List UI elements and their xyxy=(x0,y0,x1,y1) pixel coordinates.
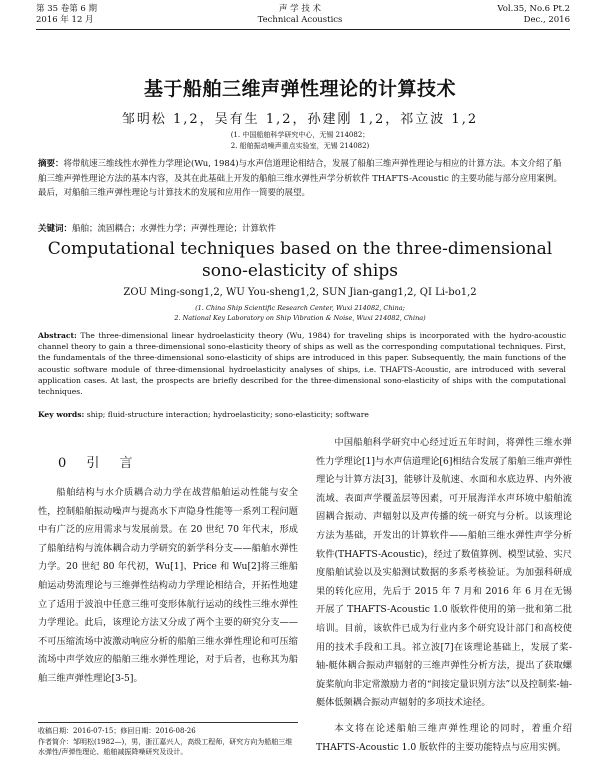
cn-keywords-label: 关键词： xyxy=(38,224,73,234)
en-authors: ZOU Ming-song1,2, WU You-sheng1,2, SUN Jian-gang1,2, QI Li-bo1,2 xyxy=(123,287,477,298)
cn-authors: 邹明松 1,2，吴有生 1,2，孙建刚 1,2，祁立波 1,2 xyxy=(121,112,479,127)
header-journal-en: Technical Acoustics xyxy=(257,15,343,25)
en-title xyxy=(0,238,600,282)
en-keywords xyxy=(38,409,566,420)
en-title-line-2: sono-elasticity of ships xyxy=(202,261,398,281)
cn-title: 基于船舶三维声弹性理论的计算技术 xyxy=(143,78,456,100)
section-title-introduction: 0 引 言 xyxy=(58,456,141,471)
en-keywords-text: ship; fluid-structure interaction; hydroelasticity; sono-elasticity; software xyxy=(86,410,369,419)
header-volume-issue: 第 35 卷第 6 期 xyxy=(36,4,98,14)
cn-abstract xyxy=(38,157,566,201)
header-volume-en: Vol.35, No.6 Pt.2 xyxy=(497,4,570,14)
cn-affil-1: (1. 中国船舶科学研究中心，无锡 214082； xyxy=(230,131,370,139)
cn-keywords xyxy=(38,222,566,237)
en-abstract xyxy=(38,330,566,397)
en-abstract-label: Abstract: xyxy=(38,331,77,340)
en-affil-1: (1. China Ship Scientific Research Center, Wuxi 214082, China; xyxy=(195,304,405,312)
header-rule xyxy=(36,29,570,30)
en-affil-2: 2. National Key Laboratory on Ship Vibration & Noise, Wuxi 214082, China) xyxy=(174,314,426,322)
cn-keywords-text: 船舶；流固耦合；水弹性力学；声弹性理论；计算软件 xyxy=(72,224,277,234)
cn-affil-2: 2. 船舶振动噪声重点实验室，无锡 214082) xyxy=(230,142,370,150)
en-keywords-label: Key words: xyxy=(38,410,85,419)
journal-issue-en xyxy=(497,4,570,26)
header-journal-cn: 声 学 技 术 xyxy=(278,4,322,14)
cn-abstract-label: 摘要： xyxy=(38,159,64,169)
en-abstract-text: The three-dimensional linear hydroelasticity theory (Wu, 1984) for traveling ships is incorporated with the hydro-acoustic channel theory to gain a three-dimensional sono-elasticity theory of ships as well as the corresponding computational techniques. First, the fundamentals of the three-dimensional sono-elasticity of ships are introduced in this paper. Subsequently, the main functions of the acoustic software module of three-dimensional hydroelasticity analyses of ships, i.e. THAFTS-Acoustic, are introduced with several application cases. At last, the prospects are briefly described for the three-dimensional sono-elasticity of ships with the computational techniques. xyxy=(38,331,566,397)
en-title-line-1: Computational techniques based on the three-dimensional xyxy=(47,239,553,259)
body-right-column xyxy=(316,434,572,713)
body-right-paragraph-2: 本文将在论述船舶三维声弹性理论的同时，着重介绍 THAFTS-Acoustic 1.0 版软件的主要功能特点与应用实例。 xyxy=(316,723,572,753)
header-date-en: Dec., 2016 xyxy=(523,15,570,25)
footnote-rule xyxy=(38,722,298,723)
footnote-author-bio: 作者简介：邹明松(1982—)，男，浙江嘉兴人，高级工程师，研究方向为船舶三维水弹性/声弹性理论、船舶减振降噪研究及设计。 xyxy=(38,738,293,756)
header-date: 2016 年 12 月 xyxy=(36,15,94,25)
footnote-received: 收稿日期：2016-07-15；修回日期：2016-08-26 xyxy=(38,727,196,735)
body-left-column: 船舶结构与水介质耦合动力学在战营船舶运动性能与安全性，控制船舶振动噪声与提高水下声隐身性能等一系列工程问题中有广泛的应用需求与发展前景。在 20 世纪 70 年代末，形成了船舶结构与流体耦合动力学研究的新学科分支——船舶水弹性力学。20 世纪 80 年代初，Wu[1]、Price 和 Wu[2]将三维船舶运动势流理论与三维弹性结构动力学理论相结合，开拓性地建立了适用于波浪中任意三维可变形体航行运动的线性三维水弹性力学理论。此后，该理论方法又分成了两个主要的研究分支——不可压缩流场中波激动响应分析的船舶三维水弹性理论和可压缩流场中声学效应的船舶三维水弹性理论，对于后者，也称其为船舶三维声弹性理论[3-5]。 xyxy=(38,487,298,684)
cn-abstract-text: 将带航速三维线性水弹性力学理论(Wu, 1984)与水声信道理论相结合，发展了船舶三维声弹性理论与相应的计算方法。本文介绍了船舶三维声弹性理论方法的基本内容，及其在此基础上开发的船舶三维水弹性声学分析软件 THAFTS-Acoustic 的主要功能与部分应用案例。最后，对船舶三维声弹性理论与计算技术的发展和应用作一简要的展望。 xyxy=(38,159,562,198)
body-right-paragraph-1: 中国船舶科学研究中心经过近五年时间，将弹性三维水弹性力学理论[1]与水声信道理论[6]相结合发展了船舶三维声弹性理论与计算方法[3]，能够计及航速、水面和水底边界、内外液流域、表面声学覆盖层等因素，可开展海洋水声环境中船舶流固耦合振动、声辐射以及声传播的统一研究与分析。以该理论方法为基础，开发出的计算软件——船舶三维水弹性声学分析软件(THAFTS-Acoustic)，经过了数值算例、模型试验、实尺度船舶试验以及实船测试数据的多系考核验证。为加强科研成果的转化应用，先后于 2015 年 7 月和 2016 年 6 月在无锡开展了 THAFTS-Acoustic 1.0 版软件使用的第一批和第二批培训。目前，该软件已成为行业内多个研究设计部门和高校使用的技术手段和工具。祁立波[7]在该理论基础上，发展了桨-轴-艇体耦合振动声辐射的三维声弹性分析方法，提出了获取螺旋桨航向非定常激励力者的“间接定量识别方法”以及控制桨-轴-艇体低频耦合振动声辐射的多项技术途径。 xyxy=(316,437,572,709)
